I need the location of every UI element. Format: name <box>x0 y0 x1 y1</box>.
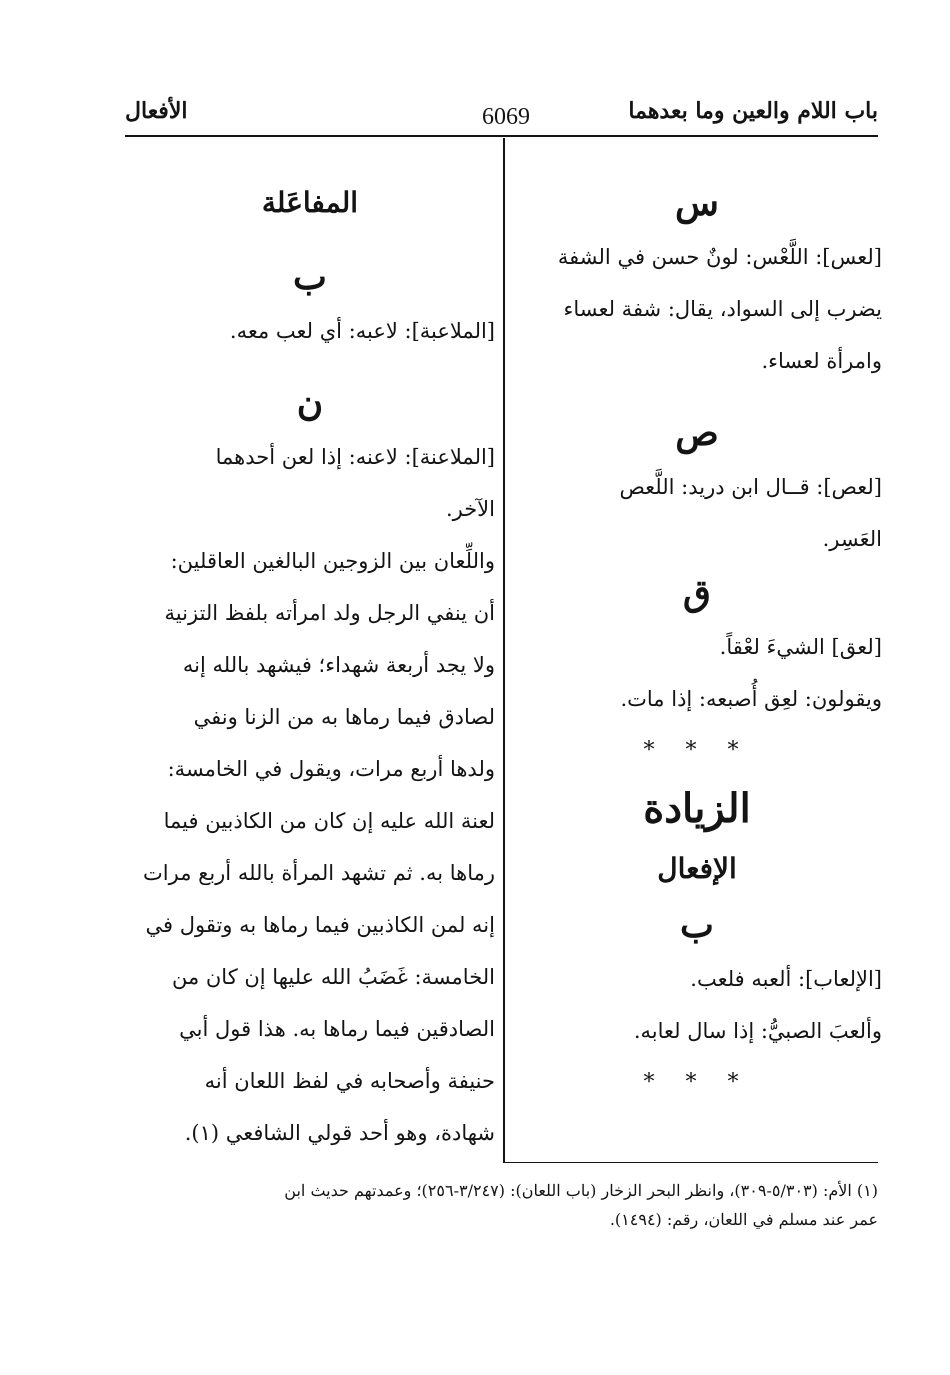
entry-mulaana-line2: الآخر. <box>445 497 495 521</box>
entry-laq-line2: ويقولون: لعِق أُصبعه: إذا مات. <box>620 687 882 711</box>
heading-ziyada: الزيادة <box>643 785 751 832</box>
heading-ifal: الإفعال <box>657 852 737 885</box>
running-header-chapter: باب اللام والعين وما بعدهما <box>628 98 878 124</box>
footnote-line1: (١) الأم: (٥/٣٠٣-٣٠٩)، وانظر البحر الزخار (باب اللعان): (٣/٢٤٧-٢٥٦)؛ وعمدتهم حديث ابن <box>284 1181 878 1200</box>
entry-ilab-line2: وألعبَ الصبيُّ: إذا سال لعابه. <box>633 1019 882 1043</box>
heading-mufaala: المفاعَلة <box>261 186 359 219</box>
entry-las-line2: يضرب إلى السواد، يقال: شفة لعساء <box>563 297 882 321</box>
entry-lian-line: الصادقين فيما رماها به. هذا قول أبي <box>179 1017 495 1041</box>
heading-sin: س <box>675 182 719 224</box>
footnote-rule <box>505 1162 878 1163</box>
entry-lian-line: رماها به. ثم تشهد المرأة بالله أربع مرات <box>143 861 495 885</box>
entry-ilab-line1: [الإلعاب]: ألعبه فلعب. <box>690 967 882 991</box>
heading-ba: ب <box>680 904 714 946</box>
header-rule <box>125 135 878 137</box>
page-number: 6069 <box>482 104 530 130</box>
entry-lian-line: لصادق فيما رماها به من الزنا ونفي <box>193 705 495 729</box>
heading-sad: ص <box>675 412 719 454</box>
entry-las-line1: [لعس]: اللَّعْس: لونٌ حسن في الشفة <box>557 245 882 269</box>
entry-lian-line: ولا يجد أربعة شهداء؛ فيشهد بالله إنه <box>182 653 495 677</box>
left-column <box>125 175 495 1159</box>
entry-lian-line: حنيفة وأصحابه في لفظ اللعان أنه <box>204 1069 495 1093</box>
column-divider <box>503 138 505 1163</box>
footnote <box>123 1176 878 1234</box>
entry-laq-line1: [لعق] الشيءَ لعْقاً. <box>719 635 882 659</box>
entry-lian-line: واللِّعان بين الزوجين البالغين العاقلين: <box>170 549 495 573</box>
heading-nun: ن <box>296 382 324 424</box>
entry-las2-line2: العَسِر. <box>822 527 882 551</box>
heading-ba: ب <box>293 256 327 298</box>
entry-mulaaba-line1: [الملاعبة]: لاعبه: أي لعب معه. <box>229 319 495 343</box>
entry-las-line3: وامرأة لعساء. <box>761 349 882 373</box>
entry-lian-line: ولدها أربع مرات، ويقول في الخامسة: <box>167 757 495 781</box>
entry-mulaana-line1: [الملاعنة]: لاعنه: إذا لعن أحدهما <box>215 445 495 469</box>
footnote-line2: عمر عند مسلم في اللعان، رقم: (١٤٩٤). <box>609 1210 878 1229</box>
entry-lian-line: الخامسة: غَضَبُ الله عليها إن كان من <box>171 965 495 989</box>
section-stars: * * * <box>643 1070 751 1095</box>
entry-lian-line: أن ينفي الرجل ولد امرأته بلفظ التزنية <box>164 601 495 625</box>
entry-lian-line: لعنة الله عليه إن كان من الكاذبين فيما <box>163 809 495 833</box>
heading-qaf: ق <box>683 572 711 614</box>
entry-lian-line: شهادة، وهو أحد قولي الشافعي (١). <box>184 1121 495 1145</box>
right-column <box>512 175 882 1109</box>
entry-lian-line: إنه لمن الكاذبين فيما رماها به وتقول في <box>145 913 495 937</box>
entry-las2-line1: [لعص]: قــال ابن دريد: اللَّعص <box>619 475 882 499</box>
running-header-section: الأفعال <box>125 98 188 124</box>
section-stars: * * * <box>643 738 751 763</box>
